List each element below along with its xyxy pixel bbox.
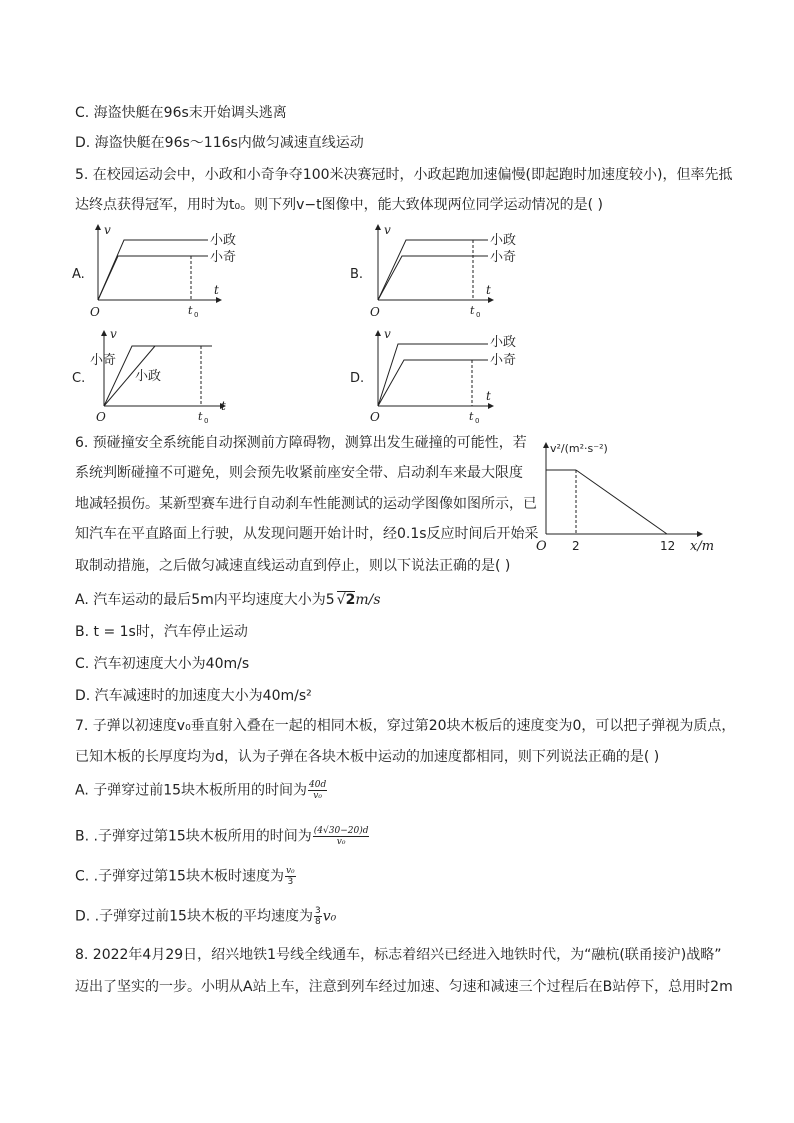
graph-a-t0: t bbox=[188, 304, 193, 317]
q5-stem-line-2: 达终点获得冠军，用时为t₀。则下列v−t图像中，能大致体现两位同学运动情况的是( ) bbox=[75, 197, 603, 213]
q7-stem-line-2: 已知木板的长厚度均为d，认为子弹在各块木板中运动的加速度都相同，则下列说法正确的是( ) bbox=[75, 749, 660, 765]
graph-b-v-axis: v bbox=[384, 223, 391, 237]
graph-d-v-axis: v bbox=[384, 327, 391, 341]
graph-b-label-zheng: 小政 bbox=[490, 233, 517, 248]
svg-text:0: 0 bbox=[204, 417, 209, 425]
graph-d-label-qi: 小奇 bbox=[490, 353, 517, 368]
graph-c-label: C. bbox=[72, 371, 86, 386]
q6-tick-12: 12 bbox=[660, 539, 676, 553]
q6-option-b: B. t = 1s时，汽车停止运动 bbox=[75, 624, 248, 640]
graph-c-label-zheng: 小政 bbox=[135, 369, 162, 384]
q7-option-a: A. 子弹穿过前15块木板所用的时间为 $\frac{40d}{\text{v₀}}$ bbox=[75, 780, 327, 801]
q5-stem-line-1: 5. 在校园运动会中，小政和小奇争夺100米决赛冠时，小政起跑加速偏慢(即起跑时加速度较小)，但率先抵 bbox=[75, 167, 733, 183]
graph-d-t0: t bbox=[469, 410, 474, 423]
graph-b-label: B. bbox=[350, 267, 364, 282]
q6-stem-line-1: 6. 预碰撞安全系统能自动探测前方障碍物，测算出发生碰撞的可能性，若 bbox=[75, 435, 527, 451]
q6-x-axis-label: x/m bbox=[690, 539, 715, 554]
graph-d-t-axis: t bbox=[486, 389, 491, 403]
q8-stem-line-1: 8. 2022年4月29日，绍兴地铁1号线全线通车，标志着绍兴已经进入地铁时代，为“融杭(联甬接沪)战略” bbox=[75, 947, 722, 963]
graph-b-t-axis: t bbox=[486, 283, 491, 297]
graph-c-t0: t bbox=[198, 410, 203, 423]
graph-b-t0: t bbox=[470, 304, 475, 317]
graph-b-label-qi: 小奇 bbox=[490, 250, 517, 265]
graph-b-origin: O bbox=[370, 305, 380, 319]
q5-graph-c bbox=[70, 326, 230, 426]
q6-origin: O bbox=[536, 539, 547, 554]
q6-decline bbox=[576, 470, 667, 534]
graph-c-t-axis: t bbox=[221, 399, 226, 413]
q7-option-d: D. .子弹穿过前15块木板的平均速度为 $\frac{3}{8}$ v₀ bbox=[75, 906, 337, 927]
graph-c-origin: O bbox=[96, 410, 106, 424]
q4-option-c: C. 海盗快艇在96s末开始调头逃离 bbox=[75, 105, 287, 121]
graph-a-label-zheng: 小政 bbox=[210, 233, 237, 248]
graph-c-label-qi: 小奇 bbox=[90, 353, 117, 368]
q5-graph-d bbox=[350, 326, 530, 426]
q6-tick-2: 2 bbox=[572, 539, 580, 553]
graph-a-label: A. bbox=[72, 267, 85, 282]
q6-graph bbox=[532, 430, 732, 560]
graph-d-origin: O bbox=[370, 410, 380, 424]
svg-text:0: 0 bbox=[475, 417, 480, 425]
q6-option-d: D. 汽车减速时的加速度大小为40m/s² bbox=[75, 688, 312, 704]
q7-option-c: C. .子弹穿过第15块木板时速度为 $\frac{\text{v₀}}{3}$ bbox=[75, 866, 295, 887]
graph-a-label-qi: 小奇 bbox=[210, 250, 237, 265]
q6-stem-line-3: 地减轻损伤。某新型赛车进行自动刹车性能测试的运动学图像如图所示，已 bbox=[75, 496, 537, 512]
q6-option-c: C. 汽车初速度大小为40m/s bbox=[75, 656, 250, 672]
q6-y-axis-label: v²/(m²·s⁻²) bbox=[550, 442, 608, 455]
q6-option-a: A. 汽车运动的最后5m内平均速度大小为5 √2m/s bbox=[75, 592, 381, 608]
svg-text:0: 0 bbox=[194, 311, 199, 319]
graph-d-label-zheng: 小政 bbox=[490, 335, 517, 350]
graph-a-t-axis: t bbox=[214, 283, 219, 297]
q6-stem-line-4: 知汽车在平直路面上行驶，从发现问题开始计时，经0.1s反应时间后开始采 bbox=[75, 526, 539, 542]
q5-graph-a bbox=[70, 222, 237, 322]
graph-a-v-axis: v bbox=[104, 223, 111, 237]
q5-graph-b bbox=[350, 222, 530, 322]
q7-stem-line-1: 7. 子弹以初速度v₀垂直射入叠在一起的相同木板，穿过第20块木板后的速度变为0，可以把子弹视为质点， bbox=[75, 718, 736, 734]
graph-c-v-axis: v bbox=[110, 327, 117, 341]
svg-text:0: 0 bbox=[476, 311, 481, 319]
q7-option-b: B. .子弹穿过第15块木板所用的时间为 $\frac{(4√30-20)d}{\text{v₀}}$ bbox=[75, 826, 369, 847]
graph-d-label: D. bbox=[350, 371, 365, 386]
q6-stem-line-5: 取制动措施，之后做匀减速直线运动直到停止，则以下说法正确的是( ) bbox=[75, 558, 511, 574]
q8-stem-line-2: 迈出了坚实的一步。小明从A站上车，注意到列车经过加速、匀速和减速三个过程后在B站停下，总用时2m bbox=[75, 979, 733, 995]
q4-option-d: D. 海盗快艇在96s～116s内做匀减速直线运动 bbox=[75, 135, 364, 151]
q6-stem-line-2: 系统判断碰撞不可避免，则会预先收紧前座安全带、启动刹车来最大限度 bbox=[75, 465, 523, 481]
graph-a-origin: O bbox=[90, 305, 100, 319]
